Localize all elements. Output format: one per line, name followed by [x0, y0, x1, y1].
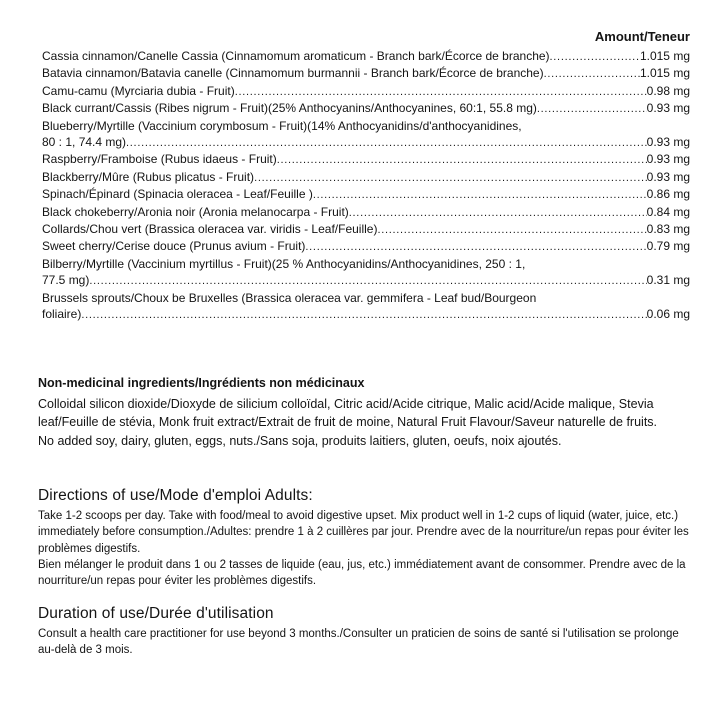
ingredient-row-continued	[42, 256, 690, 272]
ingredient-row	[42, 169, 690, 186]
non-medicinal-body: Colloidal silicon dioxide/Dioxyde de silicium colloïdal, Citric acid/Acide citrique, Malic acid/Acide malique, Stevia leaf/Feuille de stévia, Monk fruit extract/Extrait de fruit de moine, Natural Fruit Flavour/Saveur naturelle de fruits.	[38, 396, 658, 430]
ingredient-amount: 0.31 mg	[646, 273, 690, 288]
leader-dots	[235, 83, 647, 100]
ingredient-row	[42, 134, 690, 151]
ingredient-name: Blueberry/Myrtille (Vaccinium corymbosum - Fruit)(14% Anthocyanidins/d'anthocyanidines,	[42, 118, 522, 133]
duration-section	[38, 604, 690, 658]
ingredient-amount: 0.06 mg	[646, 307, 690, 322]
ingredient-amount: 1.015 mg	[639, 49, 690, 63]
leader-dots	[550, 48, 640, 65]
ingredient-row	[42, 272, 690, 289]
ingredient-name: Blackberry/Mûre (Rubus plicatus - Fruit)	[42, 169, 255, 184]
ingredient-row-continued	[42, 290, 690, 306]
leader-dots	[81, 306, 646, 323]
ingredient-name: 80 : 1, 74.4 mg)	[42, 135, 127, 150]
ingredient-row	[42, 65, 690, 82]
ingredient-name: Bilberry/Myrtille (Vaccinium myrtillus - Fruit)(25 % Anthocyanidins/Anthocyanidines, 250 : 1,	[42, 256, 526, 271]
ingredient-row	[42, 221, 690, 238]
ingredient-name: Raspberry/Framboise (Rubus idaeus - Fruit)	[42, 152, 277, 167]
leader-dots	[254, 169, 647, 186]
ingredient-name: Sweet cherry/Cerise douce (Prunus avium - Fruit)	[42, 239, 306, 254]
ingredient-name: 77.5 mg)	[42, 273, 90, 288]
ingredient-amount: 0.98 mg	[646, 83, 690, 98]
directions-section	[38, 486, 690, 589]
ingredient-name: Brussels sprouts/Choux be Bruxelles (Brassica oleracea var. gemmifera - Leaf bud/Bourgeon	[42, 290, 537, 305]
ingredient-row	[42, 238, 690, 255]
leader-dots	[377, 221, 646, 238]
medicinal-ingredients-list	[42, 48, 690, 324]
ingredient-name: Spinach/Épinard (Spinacia oleracea - Leaf/Feuille )	[42, 187, 313, 202]
directions-paragraph-2: Bien mélanger le produit dans 1 ou 2 tasses de liquide (eau, jus, etc.) immédiatement avant de consommer. Prendre avec de la nourriture/un repas pour éviter les problèmes digestifs.	[38, 558, 686, 587]
ingredient-amount: 0.93 mg	[646, 135, 690, 150]
ingredient-amount: 0.93 mg	[646, 152, 690, 167]
ingredient-amount: 1.015 mg	[639, 66, 690, 81]
ingredient-name: Black chokeberry/Aronia noir (Aronia melanocarpa - Fruit)	[42, 204, 349, 219]
ingredient-row	[42, 48, 690, 65]
directions-paragraph-1: Take 1-2 scoops per day. Take with food/meal to avoid digestive upset. Mix product well in 1-2 cups of liquid (water, juice, etc.) immediately before consumption./Adultes: prendre 1 à 2 cuillères par jour. Prendre avec de la nourriture/un repas pour éviter les problèmes digestifs.	[38, 510, 689, 555]
leader-dots	[277, 151, 647, 168]
allergen-note: No added soy, dairy, gluten, eggs, nuts./Sans soja, produits laitiers, gluten, oeufs, noix ajoutés.	[38, 433, 562, 448]
duration-title: Duration of use/Durée d'utilisation	[38, 605, 274, 623]
ingredient-amount: 0.83 mg	[646, 222, 690, 237]
ingredient-row	[42, 100, 690, 117]
leader-dots	[313, 186, 647, 203]
ingredient-row	[42, 186, 690, 203]
ingredient-name: Batavia cinnamon/Batavia canelle (Cinnamomum burmannii - Branch bark/Écorce de branche)	[42, 66, 544, 81]
leader-dots	[305, 238, 646, 255]
ingredient-row-continued	[42, 118, 690, 134]
ingredient-name: Camu-camu (Myrciaria dubia - Fruit)	[42, 83, 235, 98]
ingredient-name: Black currant/Cassis (Ribes nigrum - Fruit)(25% Anthocyanins/Anthocyanines, 60:1, 55.8 mg)	[42, 101, 537, 116]
duration-body: Consult a health care practitioner for use beyond 3 months./Consulter un praticien de soins de santé si l'utilisation se prolonge au-delà de 3 mois.	[38, 628, 679, 657]
leader-dots	[537, 100, 647, 117]
leader-dots	[89, 272, 646, 289]
ingredient-amount: 0.84 mg	[646, 204, 690, 219]
ingredient-amount: 0.86 mg	[646, 187, 690, 202]
amount-column-header: Amount/Teneur	[594, 29, 690, 44]
directions-title: Directions of use/Mode d'emploi Adults:	[38, 487, 313, 505]
leader-dots	[544, 65, 640, 82]
ingredient-name: Collards/Chou vert (Brassica oleracea var. viridis - Leaf/Feuille)	[42, 222, 378, 237]
ingredient-amount: 0.93 mg	[646, 101, 690, 116]
ingredient-name: foliaire)	[42, 307, 82, 322]
ingredient-row	[42, 306, 690, 323]
leader-dots	[126, 134, 647, 151]
ingredient-row	[42, 83, 690, 100]
non-medicinal-title: Non-medicinal ingredients/Ingrédients non médicinaux	[38, 375, 365, 390]
ingredient-amount: 0.93 mg	[646, 169, 690, 184]
leader-dots	[349, 204, 647, 221]
ingredient-name: Cassia cinnamon/Canelle Cassia (Cinnamomum aromaticum - Branch bark/Écorce de branche)	[42, 49, 550, 63]
ingredient-amount: 0.79 mg	[646, 239, 690, 254]
non-medicinal-section	[38, 374, 690, 451]
ingredient-row	[42, 151, 690, 168]
ingredient-row	[42, 204, 690, 221]
